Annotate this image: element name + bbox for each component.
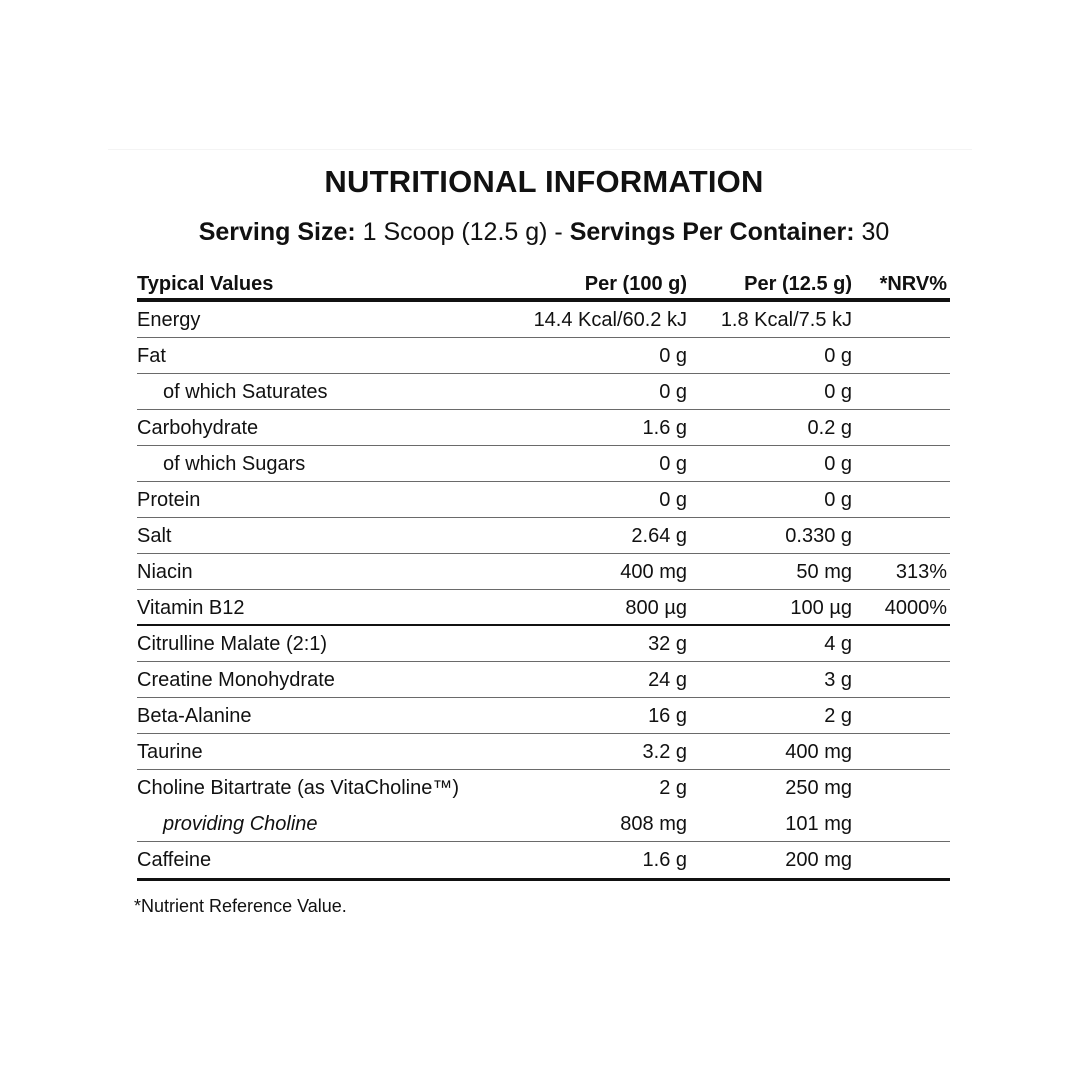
nutrition-table [137, 266, 950, 881]
row-label: Caffeine [137, 849, 212, 871]
row-label: Niacin [137, 561, 193, 583]
row-per-100g: 1.6 g [642, 417, 687, 439]
top-divider [108, 149, 972, 150]
row-label: of which Saturates [163, 381, 328, 403]
row-label: Choline Bitartrate (as VitaCholine™) [137, 777, 460, 799]
table-row-energy [137, 302, 950, 338]
row-per-100g: 0 g [659, 381, 687, 403]
header-per-serving: Per (12.5 g) [744, 273, 852, 295]
row-label: Carbohydrate [137, 417, 259, 439]
row-per-100g: 2.64 g [631, 525, 687, 547]
row-per-100g: 0 g [659, 345, 687, 367]
servings-per-container-value: 30 [854, 218, 890, 246]
serving-size-label: Serving Size: [198, 218, 356, 246]
row-per-serving: 50 mg [796, 561, 852, 583]
row-per-100g: 16 g [648, 705, 687, 727]
row-per-serving: 200 mg [785, 849, 852, 871]
row-label: Salt [137, 525, 172, 547]
row-per-100g: 0 g [659, 489, 687, 511]
row-label: of which Sugars [163, 453, 306, 475]
row-per-serving: 1.8 Kcal/7.5 kJ [720, 309, 852, 331]
table-row-saturates [137, 374, 950, 410]
serving-size-value: 1 Scoop (12.5 g) - [355, 218, 570, 246]
row-label: Citrulline Malate (2:1) [137, 633, 328, 655]
row-label: Fat [137, 345, 166, 367]
table-row-sugars [137, 446, 950, 482]
row-per-100g: 2 g [659, 777, 687, 799]
table-bottom-rule [137, 878, 950, 881]
table-row-niacin [137, 554, 950, 590]
table-row-citrulline-malate [137, 626, 950, 662]
page-title: NUTRITIONAL INFORMATION [324, 164, 764, 199]
footnote: *Nutrient Reference Value. [134, 896, 347, 916]
row-per-100g: 0 g [659, 453, 687, 475]
row-per-serving: 400 mg [785, 741, 852, 763]
table-row-taurine [137, 734, 950, 770]
row-per-serving: 0 g [824, 381, 852, 403]
header-typical-values: Typical Values [137, 273, 274, 295]
row-per-100g: 32 g [648, 633, 687, 655]
row-per-100g: 808 mg [620, 813, 687, 835]
table-row-salt [137, 518, 950, 554]
row-per-serving: 0 g [824, 489, 852, 511]
row-label: Beta-Alanine [137, 705, 252, 727]
row-per-100g: 24 g [648, 669, 687, 691]
table-row-vitamin-b12 [137, 590, 950, 626]
table-row-providing-choline [137, 806, 950, 842]
servings-per-container-label: Servings Per Container: [569, 218, 855, 246]
row-per-100g: 1.6 g [642, 849, 687, 871]
serving-info [0, 214, 1080, 250]
table-row-creatine [137, 662, 950, 698]
table-row-beta-alanine [137, 698, 950, 734]
row-per-100g: 14.4 Kcal/60.2 kJ [533, 309, 687, 331]
row-label: Taurine [137, 741, 203, 763]
row-label: Vitamin B12 [137, 597, 245, 619]
row-per-serving: 250 mg [785, 777, 852, 799]
row-nrv: 313% [895, 561, 947, 583]
row-nrv: 4000% [884, 597, 947, 619]
row-per-serving: 0.2 g [807, 417, 852, 439]
row-per-serving: 3 g [824, 669, 852, 691]
row-per-100g: 800 µg [625, 597, 687, 619]
row-label: providing Choline [163, 813, 318, 835]
row-per-serving: 0 g [824, 345, 852, 367]
table-row-caffeine [137, 842, 950, 878]
row-per-100g: 3.2 g [642, 741, 687, 763]
header-nrv: *NRV% [879, 273, 947, 295]
row-label: Creatine Monohydrate [137, 669, 335, 691]
row-per-serving: 2 g [824, 705, 852, 727]
row-label: Energy [137, 309, 201, 331]
table-row-choline-bitartrate [137, 770, 950, 806]
row-per-serving: 0.330 g [785, 525, 852, 547]
table-row-fat [137, 338, 950, 374]
row-per-serving: 4 g [824, 633, 852, 655]
row-per-100g: 400 mg [620, 561, 687, 583]
row-per-serving: 100 µg [790, 597, 852, 619]
table-header-row [137, 266, 950, 302]
row-label: Protein [137, 489, 201, 511]
row-per-serving: 0 g [824, 453, 852, 475]
header-per-100g: Per (100 g) [584, 273, 687, 295]
row-per-serving: 101 mg [785, 813, 852, 835]
table-row-carbohydrate [137, 410, 950, 446]
table-row-protein [137, 482, 950, 518]
